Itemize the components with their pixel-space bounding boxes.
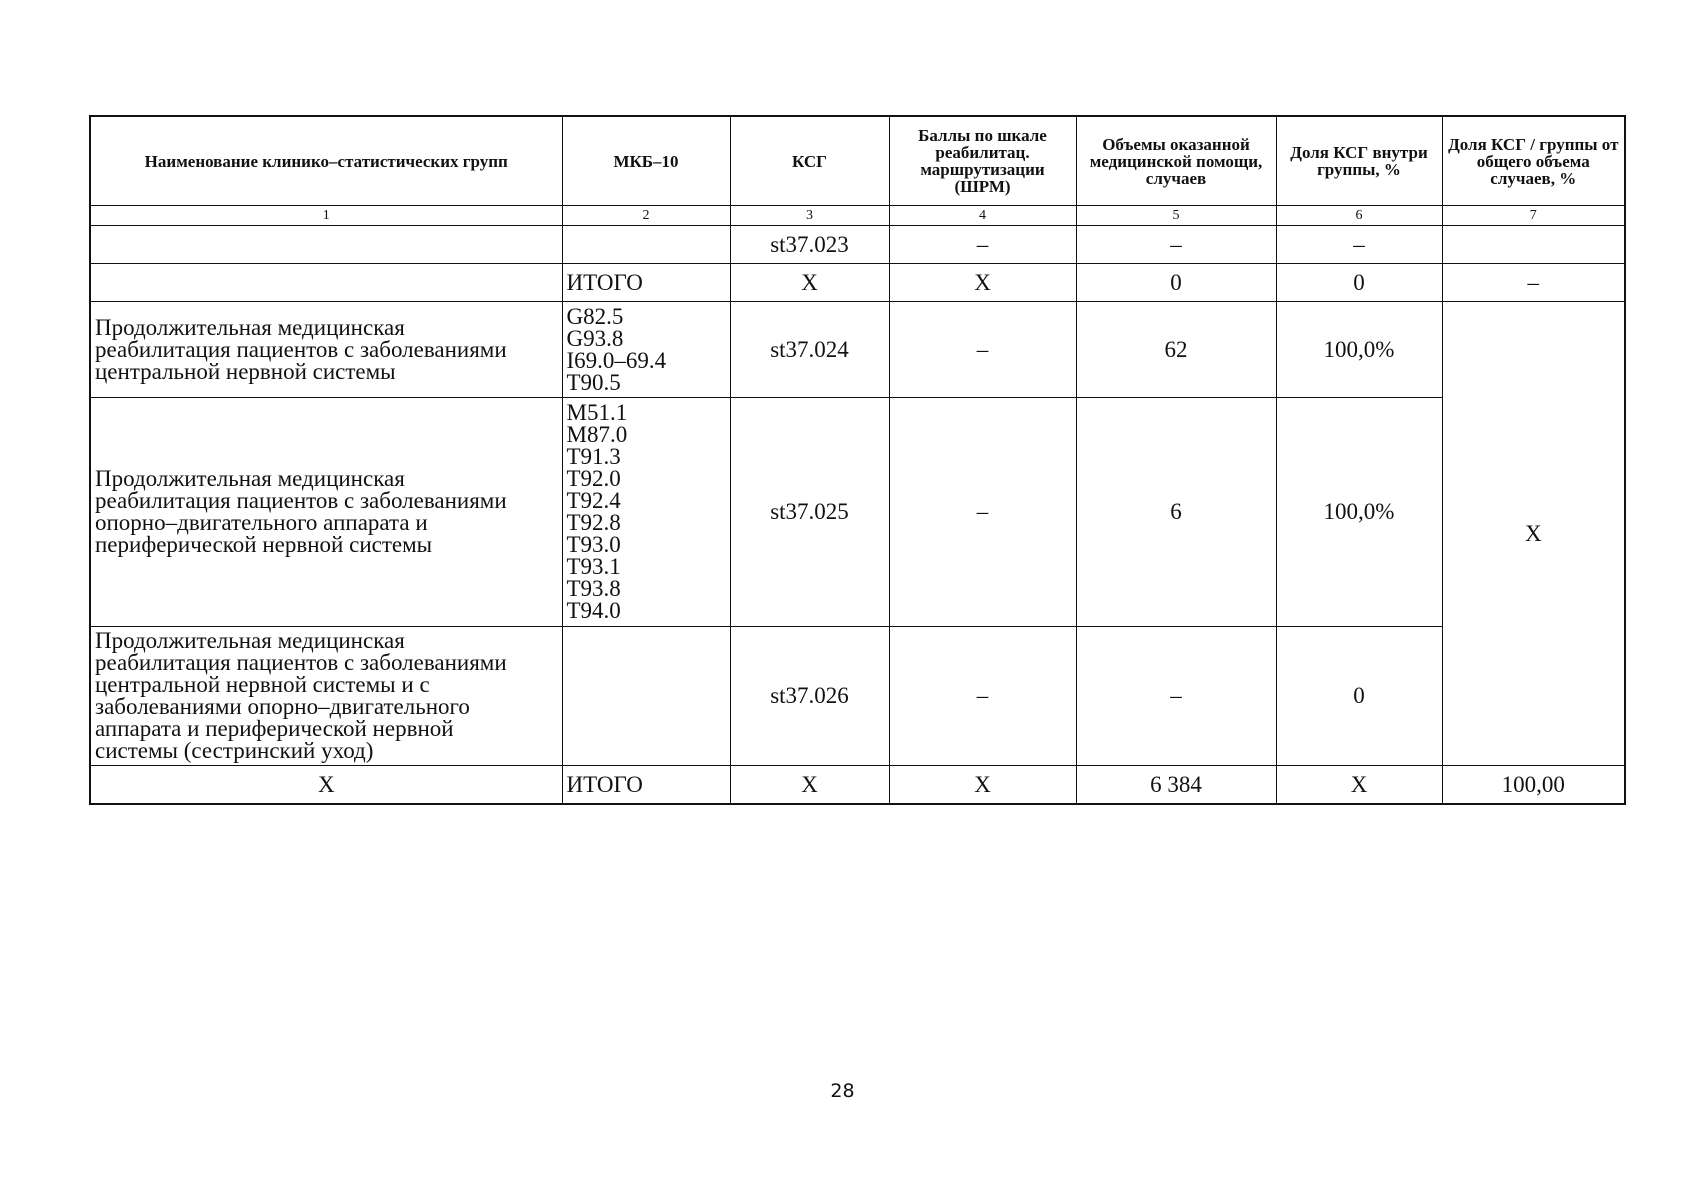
mkb-codes-cell — [562, 302, 730, 398]
shrm-cell: – — [889, 302, 1076, 398]
shrm-cell: Х — [889, 766, 1076, 805]
mkb-codes-cell: ИТОГО — [562, 264, 730, 302]
column-number: 3 — [730, 206, 889, 226]
header-cell-name: Наименование клинико–статистических групп — [90, 116, 562, 206]
mkb-code: G93.8 — [566, 325, 624, 351]
volume-cell: 6 384 — [1076, 766, 1276, 805]
column-number: 4 — [889, 206, 1076, 226]
group-name-line: опорно–двигательного аппарата и — [95, 510, 428, 535]
header-cell-shrm: Баллы по шкале реабилитац. маршрутизации (ШРМ) — [889, 116, 1076, 206]
ksg-cell: st37.023 — [730, 226, 889, 264]
volume-cell: – — [1076, 226, 1276, 264]
group-name-line: реабилитация пациентов с заболеваниями — [95, 336, 507, 362]
table-row — [90, 302, 1625, 398]
column-number: 7 — [1442, 206, 1625, 226]
header-cell-ksg: КСГ — [730, 116, 889, 206]
share-in-group-cell: 0 — [1276, 264, 1442, 302]
group-name-line: аппарата и периферической нервной — [95, 716, 454, 741]
mkb-code: T93.0 — [566, 532, 621, 557]
mkb-code: T93.1 — [566, 554, 621, 579]
share-in-group-cell: Х — [1276, 766, 1442, 805]
ksg-table — [89, 115, 1626, 805]
mkb-code: G82.5 — [566, 303, 624, 329]
ksg-cell: st37.026 — [730, 627, 889, 766]
group-name-cell — [90, 627, 562, 766]
group-name-line: Продолжительная медицинская — [95, 466, 405, 491]
mkb-code: T93.8 — [566, 576, 621, 601]
table-row — [90, 398, 1625, 627]
shrm-cell: Х — [889, 264, 1076, 302]
group-name-cell — [90, 398, 562, 627]
group-name-line: реабилитация пациентов с заболеваниями — [95, 650, 507, 675]
volume-cell: 62 — [1076, 302, 1276, 398]
header-cell-mkb: МКБ–10 — [562, 116, 730, 206]
shrm-cell: – — [889, 627, 1076, 766]
header-row — [90, 116, 1625, 206]
share-in-group-cell: 0 — [1276, 627, 1442, 766]
share-in-group-cell: 100,0% — [1276, 398, 1442, 627]
header-cell-volume: Объемы оказанной медицинской помощи, случаев — [1076, 116, 1276, 206]
table-row — [90, 226, 1625, 264]
group-name-line: реабилитация пациентов с заболеваниями — [95, 488, 507, 513]
mkb-code: T92.8 — [566, 510, 621, 535]
mkb-codes-cell — [562, 627, 730, 766]
share-total-merged-cell: Х — [1442, 302, 1625, 766]
column-number: 2 — [562, 206, 730, 226]
mkb-code: T90.5 — [566, 369, 621, 395]
group-name-line: системы (сестринский уход) — [95, 738, 374, 763]
mkb-codes-cell — [562, 398, 730, 627]
group-name-cell: Х — [90, 766, 562, 805]
share-total-cell: 100,00 — [1442, 766, 1625, 805]
group-name-cell — [90, 264, 562, 302]
shrm-cell: – — [889, 226, 1076, 264]
mkb-code: I69.0–69.4 — [566, 347, 667, 373]
group-name-cell — [90, 226, 562, 264]
share-in-group-cell: 100,0% — [1276, 302, 1442, 398]
mkb-code: T91.3 — [566, 444, 621, 469]
volume-cell: 0 — [1076, 264, 1276, 302]
share-in-group-cell: – — [1276, 226, 1442, 264]
column-number-row — [90, 206, 1625, 226]
shrm-cell: – — [889, 398, 1076, 627]
page-number: 28 — [830, 1080, 855, 1102]
header-cell-share-total: Доля КСГ / группы от общего объема случаев, % — [1442, 116, 1625, 206]
group-name-line: центральной нервной системы — [95, 358, 396, 384]
group-name-cell — [90, 302, 562, 398]
mkb-code: M51.1 — [566, 400, 628, 425]
ksg-cell: st37.025 — [730, 398, 889, 627]
volume-cell: 6 — [1076, 398, 1276, 627]
mkb-code: M87.0 — [566, 422, 628, 447]
group-name-line: Продолжительная медицинская — [95, 314, 405, 340]
mkb-code: T94.0 — [566, 598, 621, 623]
mkb-codes-cell — [562, 226, 730, 264]
group-name-line: центральной нервной системы и с — [95, 672, 430, 697]
column-number: 5 — [1076, 206, 1276, 226]
share-total-cell — [1442, 226, 1625, 264]
group-name-line: периферической нервной системы — [95, 532, 433, 557]
column-number: 1 — [90, 206, 562, 226]
mkb-code: T92.4 — [566, 488, 621, 513]
ksg-cell: st37.024 — [730, 302, 889, 398]
group-name-line: Продолжительная медицинская — [95, 628, 405, 653]
column-number: 6 — [1276, 206, 1442, 226]
table-row — [90, 627, 1625, 766]
header-cell-share-in-group: Доля КСГ внутри группы, % — [1276, 116, 1442, 206]
mkb-code: T92.0 — [566, 466, 621, 491]
ksg-cell: Х — [730, 264, 889, 302]
group-name-line: заболеваниями опорно–двигательного — [95, 694, 470, 719]
table-row-subtotal — [90, 264, 1625, 302]
volume-cell: – — [1076, 627, 1276, 766]
table-row-total — [90, 766, 1625, 805]
share-total-cell: – — [1442, 264, 1625, 302]
mkb-codes-cell: ИТОГО — [562, 766, 730, 805]
ksg-cell: Х — [730, 766, 889, 805]
